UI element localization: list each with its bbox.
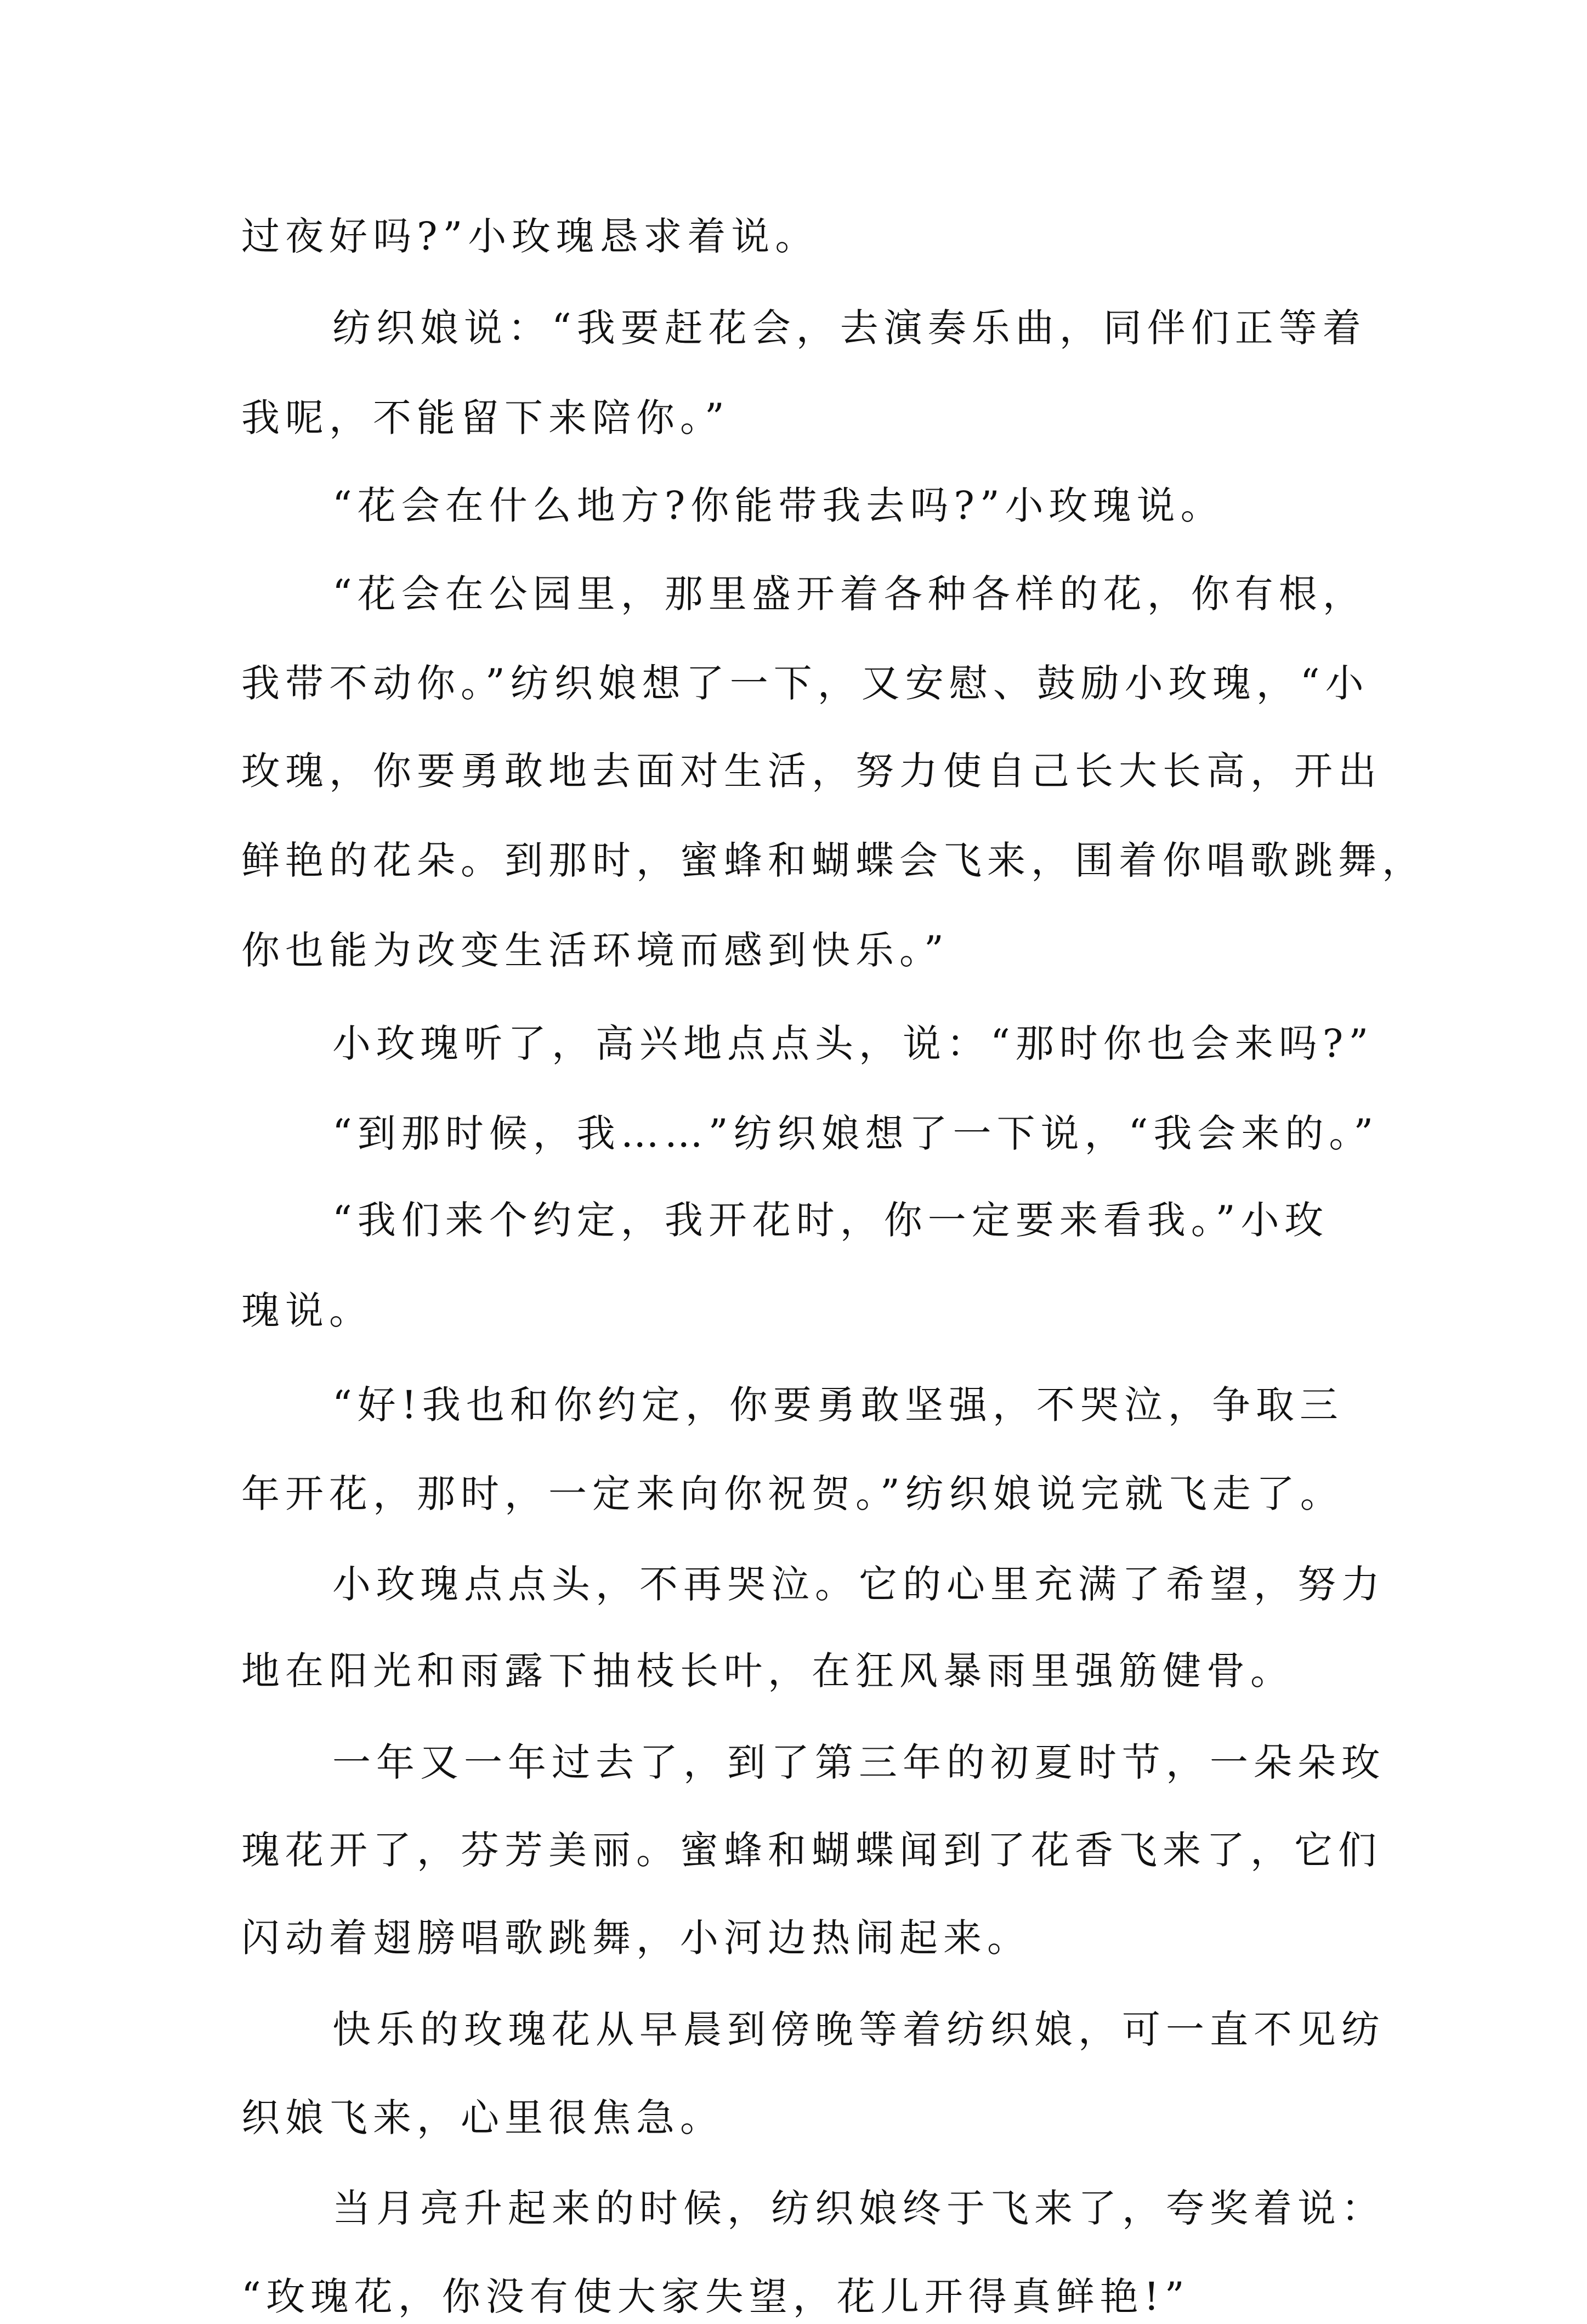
text-line: “花会在公园里，那里盛开着各种各样的花，你有根， bbox=[332, 571, 1367, 616]
text-line: 织娘飞来，心里很焦急。 bbox=[241, 2095, 724, 2140]
text-line: 小玫瑰点点头，不再哭泣。它的心里充满了希望，努力 bbox=[332, 1562, 1385, 1607]
text-line: 过夜好吗?”小玫瑰恳求着说。 bbox=[241, 214, 819, 259]
text-line: 瑰花开了，芬芳美丽。蜜蜂和蝴蝶闻到了花香飞来了，它们 bbox=[241, 1828, 1382, 1873]
text-line: 你也能为改变生活环境而感到快乐。” bbox=[241, 928, 949, 973]
text-line: 一年又一年过去了，到了第三年的初夏时节，一朵朵玫 bbox=[332, 1740, 1385, 1785]
text-line: 当月亮升起来的时候，纺织娘终于飞来了，夸奖着说： bbox=[332, 2186, 1385, 2231]
text-line: “玫瑰花，你没有使大家失望，花儿开得真鲜艳!” bbox=[241, 2274, 1190, 2319]
text-line: “花会在什么地方?你能带我去吗?”小玫瑰说。 bbox=[332, 483, 1225, 528]
text-line: 纺织娘说：“我要赶花会，去演奏乐曲，同伴们正等着 bbox=[332, 305, 1367, 350]
text-line: 小玫瑰听了，高兴地点点头，说：“那时你也会来吗?” bbox=[332, 1021, 1374, 1066]
text-line: 快乐的玫瑰花从早晨到傍晚等着纺织娘，可一直不见纺 bbox=[332, 2007, 1385, 2052]
text-line: 闪动着翅膀唱歌跳舞，小河边热闹起来。 bbox=[241, 1915, 1031, 1960]
text-line: 我带不动你。”纺织娘想了一下，又安慰、鼓励小玫瑰，“小 bbox=[241, 661, 1369, 706]
text-line: 年开花，那时，一定来向你祝贺。”纺织娘说完就飞走了。 bbox=[241, 1471, 1344, 1516]
text-line: 我呢，不能留下来陪你。” bbox=[241, 395, 730, 440]
text-line: “好!我也和你约定，你要勇敢坚强，不哭泣，争取三 bbox=[332, 1382, 1344, 1427]
text-line: 地在阳光和雨露下抽枝长叶，在狂风暴雨里强筋健骨。 bbox=[241, 1648, 1294, 1693]
text-line: 鲜艳的花朵。到那时，蜜蜂和蝴蝶会飞来，围着你唱歌跳舞， bbox=[241, 838, 1426, 883]
text-line: “我们来个约定，我开花时，你一定要来看我。”小玫 bbox=[332, 1198, 1329, 1243]
text-line: 玫瑰，你要勇敢地去面对生活，努力使自己长大长高，开出 bbox=[241, 749, 1382, 793]
text-line: 瑰说。 bbox=[241, 1288, 373, 1333]
text-line: “到那时候，我……”纺织娘想了一下说，“我会来的。” bbox=[332, 1111, 1379, 1156]
